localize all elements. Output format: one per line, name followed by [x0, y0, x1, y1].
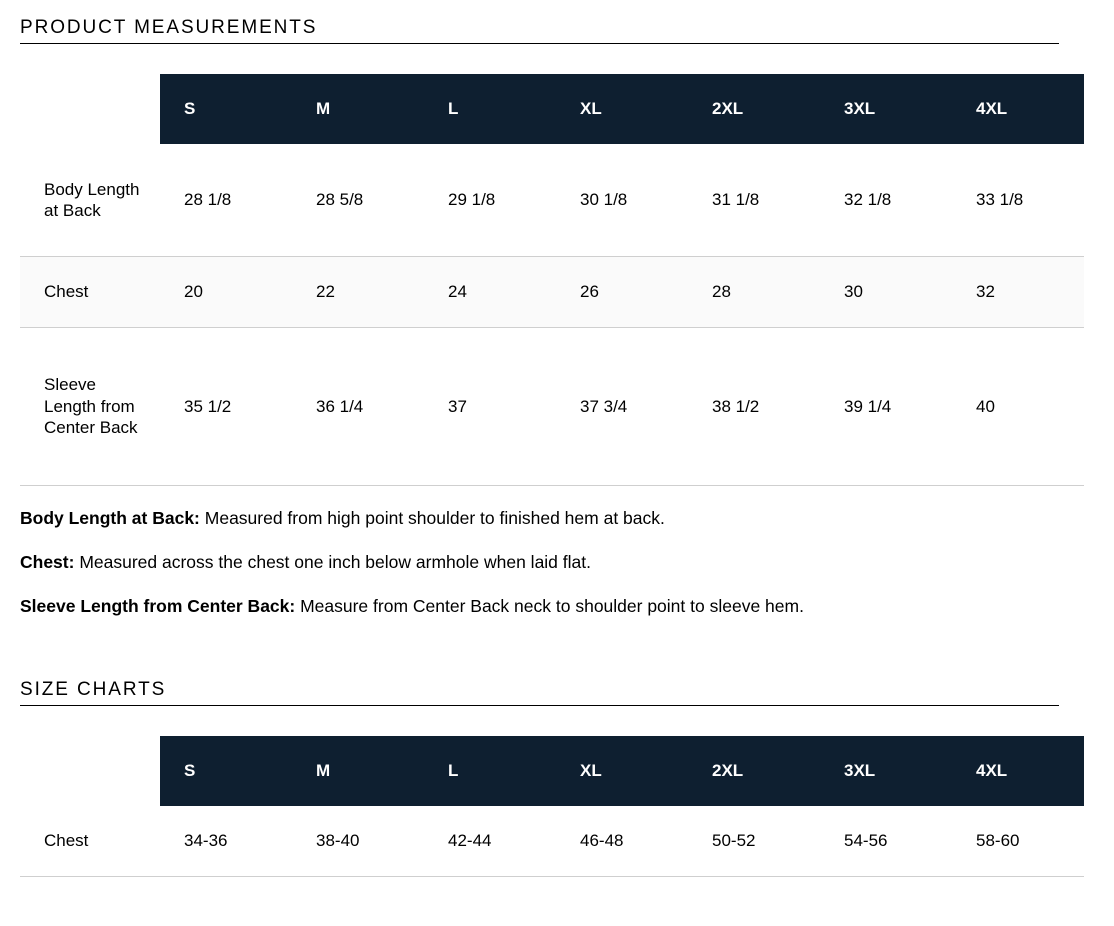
size-header-m: M	[292, 74, 424, 144]
table-cell: 29 1/8	[424, 144, 556, 257]
table-cell: 30	[820, 257, 952, 328]
table-header-row	[20, 736, 1084, 806]
row-label: Chest	[20, 257, 160, 328]
table-row-body-length	[20, 144, 1084, 257]
size-header-3xl: 3XL	[820, 736, 952, 806]
table-header-row	[20, 74, 1084, 144]
note-body-length	[20, 507, 1080, 529]
row-label: Chest	[20, 806, 160, 877]
size-header-l: L	[424, 736, 556, 806]
table-cell: 30 1/8	[556, 144, 688, 257]
size-header-l: L	[424, 74, 556, 144]
table-cell: 36 1/4	[292, 328, 424, 486]
size-header-2xl: 2XL	[688, 74, 820, 144]
size-header-4xl: 4XL	[952, 736, 1084, 806]
size-header-4xl: 4XL	[952, 74, 1084, 144]
table-cell: 39 1/4	[820, 328, 952, 486]
size-header-2xl: 2XL	[688, 736, 820, 806]
table-cell: 34-36	[160, 806, 292, 877]
note-term: Body Length at Back:	[20, 508, 200, 528]
note-chest	[20, 551, 1080, 573]
size-header-xl: XL	[556, 74, 688, 144]
product-measurements-title: PRODUCT MEASUREMENTS	[20, 17, 1059, 44]
row-label: Sleeve Length from Center Back	[20, 328, 160, 486]
table-cell: 38 1/2	[688, 328, 820, 486]
table-cell: 54-56	[820, 806, 952, 877]
size-charts-table	[20, 736, 1084, 877]
table-row-sleeve-length	[20, 328, 1084, 486]
table-cell: 42-44	[424, 806, 556, 877]
table-cell: 40	[952, 328, 1084, 486]
note-sleeve-length	[20, 595, 1080, 617]
table-row-chest	[20, 257, 1084, 328]
table-cell: 46-48	[556, 806, 688, 877]
table-cell: 33 1/8	[952, 144, 1084, 257]
size-header-m: M	[292, 736, 424, 806]
note-text: Measured from high point shoulder to finished hem at back.	[199, 508, 665, 528]
table-cell: 37 3/4	[556, 328, 688, 486]
table-cell: 38-40	[292, 806, 424, 877]
table-cell: 50-52	[688, 806, 820, 877]
row-label: Body Length at Back	[20, 144, 160, 257]
table-cell: 22	[292, 257, 424, 328]
table-cell: 32 1/8	[820, 144, 952, 257]
table-cell: 35 1/2	[160, 328, 292, 486]
table-cell: 26	[556, 257, 688, 328]
size-charts-title: SIZE CHARTS	[20, 679, 1059, 706]
table-cell: 37	[424, 328, 556, 486]
table-cell: 28 1/8	[160, 144, 292, 257]
size-header-s: S	[160, 74, 292, 144]
table-row-chest	[20, 806, 1084, 877]
size-header-xl: XL	[556, 736, 688, 806]
table-cell: 32	[952, 257, 1084, 328]
size-header-s: S	[160, 736, 292, 806]
note-term: Chest:	[20, 552, 75, 572]
table-cell: 58-60	[952, 806, 1084, 877]
table-cell: 28 5/8	[292, 144, 424, 257]
table-cell: 24	[424, 257, 556, 328]
product-measurements-table	[20, 74, 1084, 486]
header-corner-cell	[20, 736, 160, 806]
table-cell: 28	[688, 257, 820, 328]
size-header-3xl: 3XL	[820, 74, 952, 144]
note-text: Measured across the chest one inch below armhole when laid flat.	[74, 552, 591, 572]
table-cell: 20	[160, 257, 292, 328]
note-term: Sleeve Length from Center Back:	[20, 596, 296, 616]
table-cell: 31 1/8	[688, 144, 820, 257]
measurement-notes	[20, 507, 1080, 639]
header-corner-cell	[20, 74, 160, 144]
note-text: Measure from Center Back neck to shoulder point to sleeve hem.	[295, 596, 804, 616]
